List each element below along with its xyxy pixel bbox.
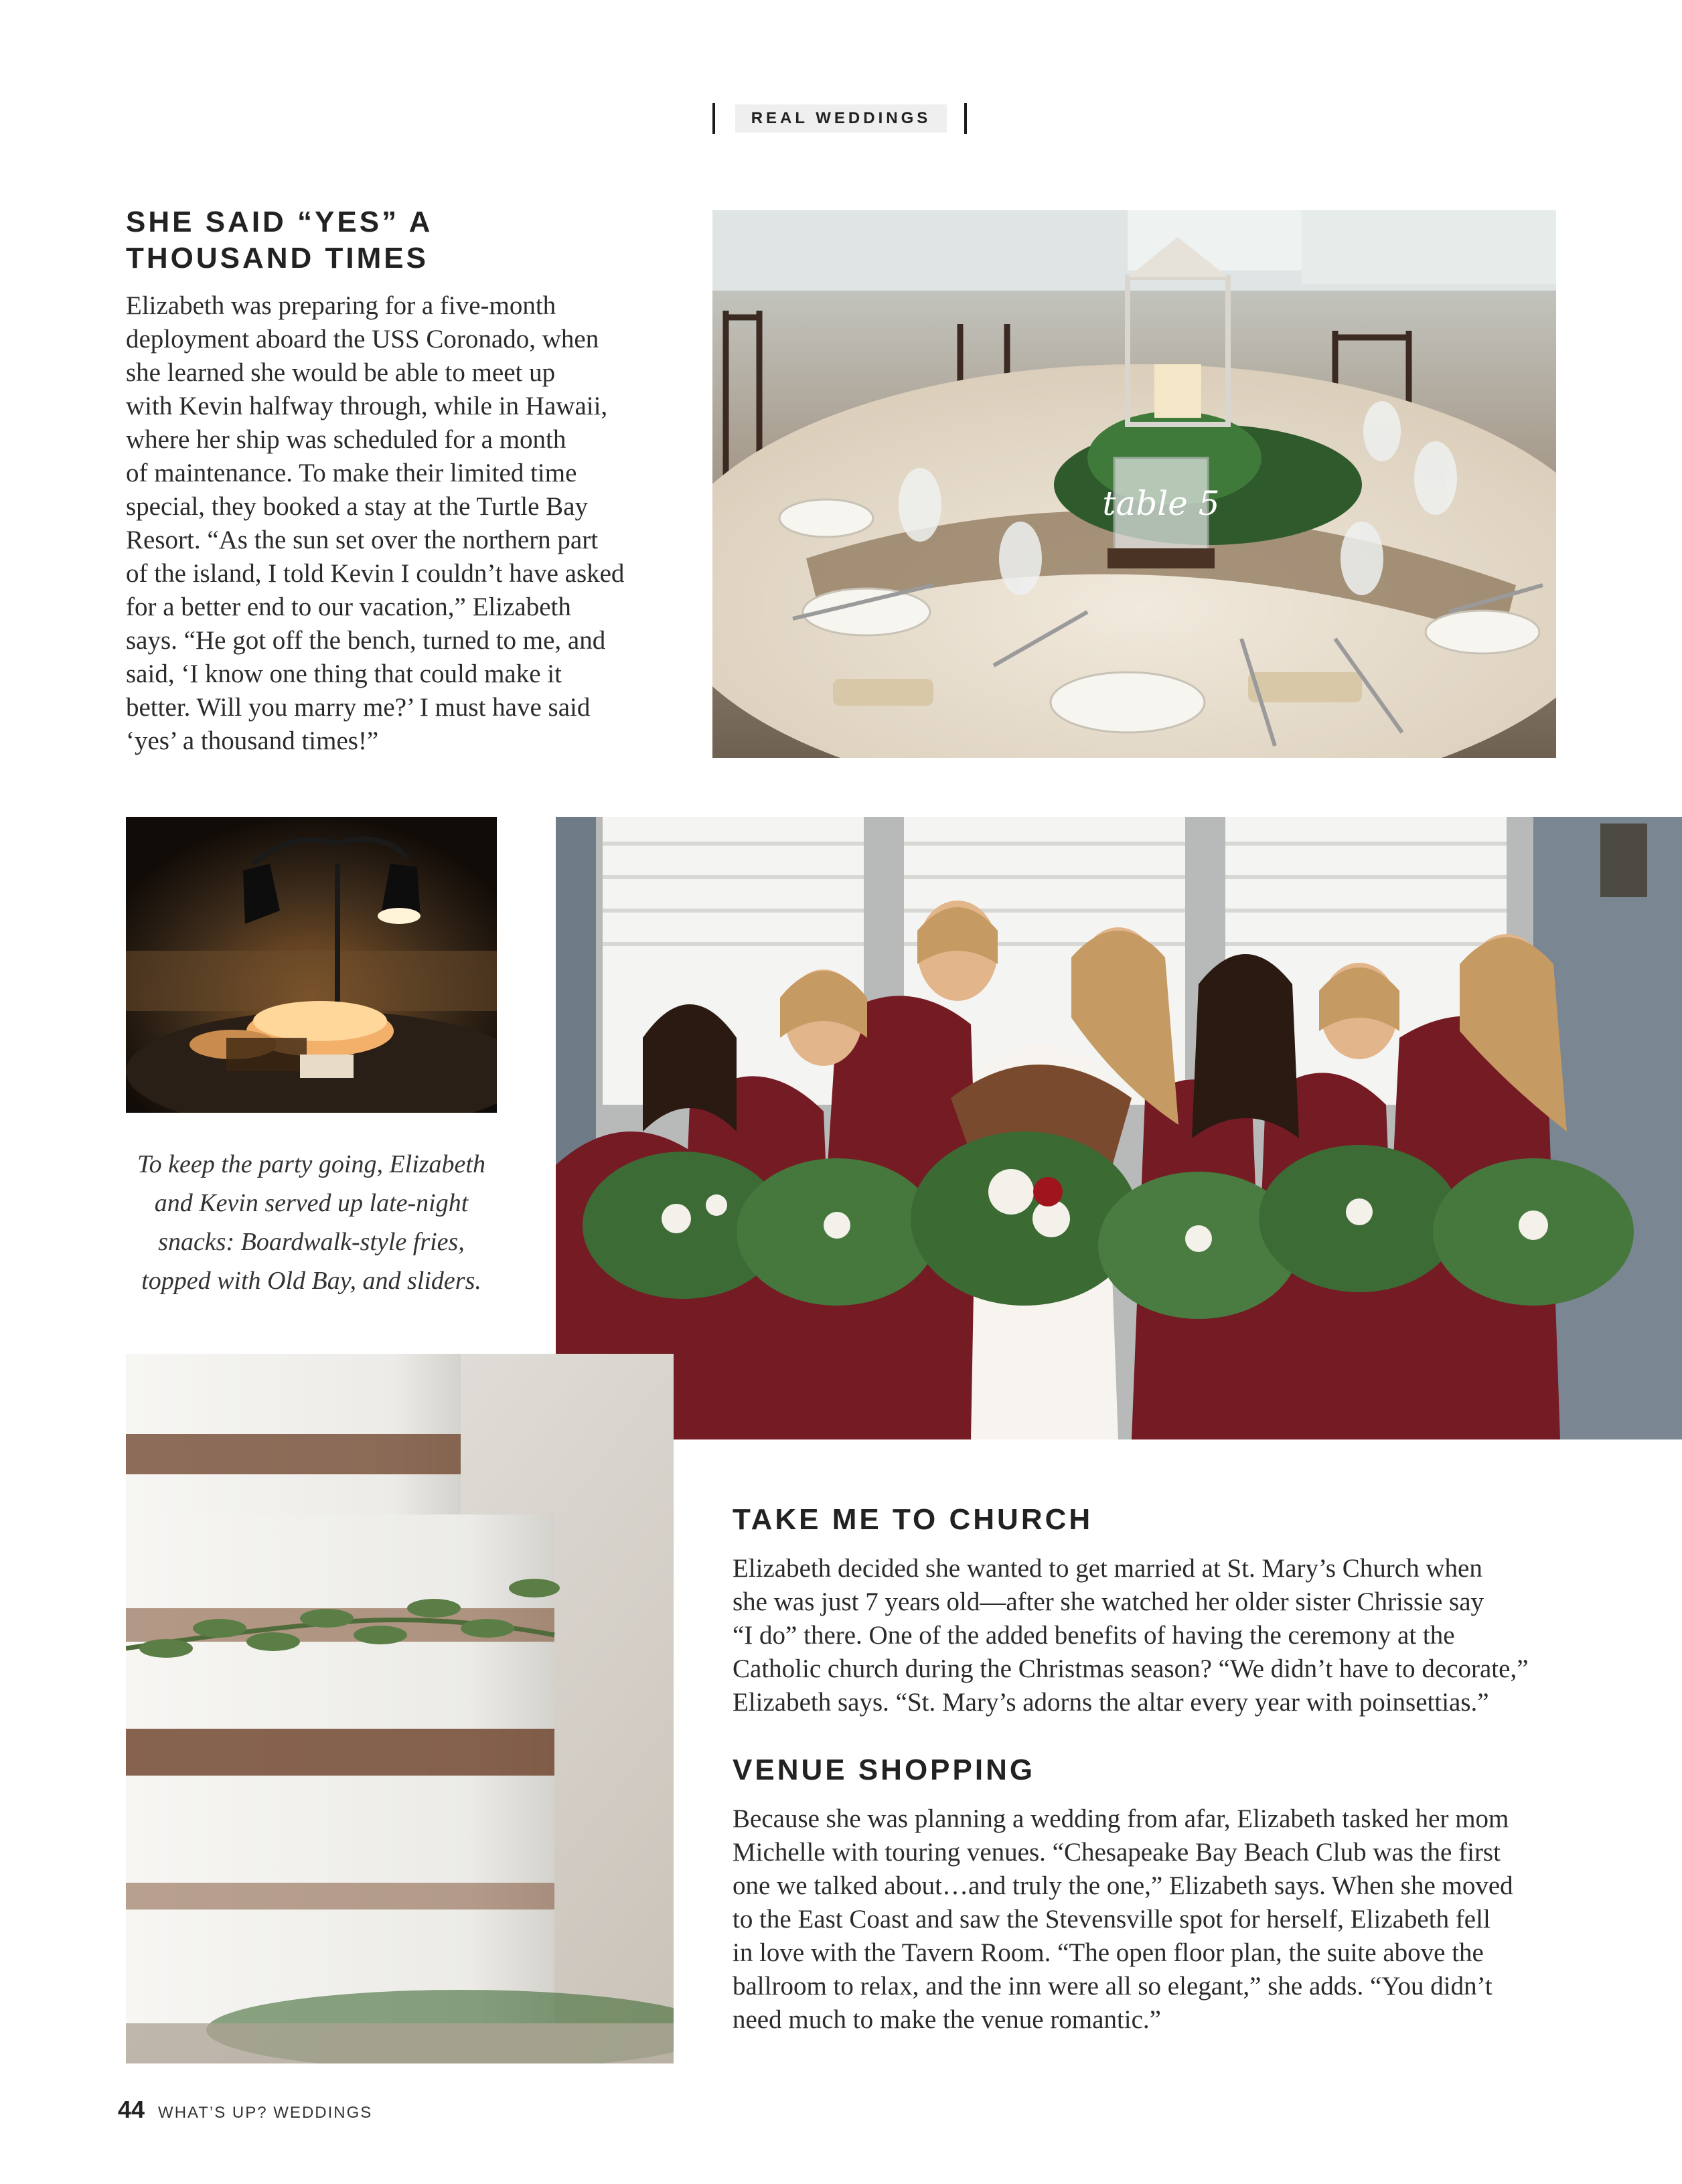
proposal-text-line: where her ship was scheduled for a month	[126, 425, 566, 454]
venue-heading-text: VENUE SHOPPING	[733, 1753, 1036, 1786]
church-text-line: she was just 7 years old—after she watched her older sister Chrissie say	[733, 1587, 1484, 1616]
venue-text-line: ballroom to relax, and the inn were all so elegant,” she adds. “You didn’t	[733, 1972, 1493, 2001]
proposal-text-line: ‘yes’ a thousand times!”	[126, 726, 379, 755]
church-text-line: Catholic church during the Christmas season? “We didn’t have to decorate,”	[733, 1654, 1529, 1683]
page-number: 44	[118, 2096, 145, 2123]
proposal-text-line: of maintenance. To make their limited time	[126, 459, 577, 487]
proposal-heading-text: SHE SAID “YES” A THOUSAND TIMES	[126, 206, 432, 275]
church-text-line: Elizabeth decided she wanted to get married at St. Mary’s Church when	[733, 1554, 1482, 1583]
publication-name: WHAT’S UP? WEDDINGS	[158, 2104, 373, 2122]
venue-text-line: to the East Coast and saw the Stevensville spot for herself, Elizabeth fell	[733, 1905, 1490, 1934]
proposal-text-line: said, ‘I know one thing that could make it	[126, 659, 562, 688]
proposal-heading	[126, 204, 501, 277]
venue-heading	[733, 1752, 1469, 1788]
caption-text-line: topped with Old Bay, and sliders.	[141, 1267, 481, 1295]
venue-text-line: need much to make the venue romantic.”	[733, 2005, 1161, 2034]
table-centerpiece-photo	[712, 210, 1556, 758]
bridal-party-photo	[556, 817, 1682, 1439]
proposal-text-line: better. Will you marry me?’ I must have said	[126, 693, 591, 722]
snacks-caption	[112, 1145, 510, 1300]
header-rule-left	[712, 103, 715, 134]
table-number-sign: table 5	[1102, 484, 1220, 523]
proposal-paragraph	[126, 289, 662, 758]
church-text-line: Elizabeth says. “St. Mary’s adorns the altar every year with poinsettias.”	[733, 1688, 1489, 1717]
venue-text-line: in love with the Tavern Room. “The open floor plan, the suite above the	[733, 1938, 1484, 1967]
church-heading-text: TAKE ME TO CHURCH	[733, 1503, 1093, 1536]
caption-text-line: snacks: Boardwalk-style fries,	[158, 1228, 465, 1256]
caption-text-line: To keep the party going, Elizabeth	[137, 1150, 485, 1178]
caption-text-line: and Kevin served up late-night	[154, 1189, 469, 1217]
venue-text-line: Because she was planning a wedding from afar, Elizabeth tasked her mom	[733, 1804, 1509, 1833]
snacks-caption-text	[112, 1145, 510, 1300]
church-text-line: “I do” there. One of the added benefits of having the ceremony at the	[733, 1621, 1455, 1650]
venue-body	[733, 1802, 1610, 2037]
church-body	[733, 1552, 1603, 1719]
wedding-cake-photo	[126, 1354, 674, 2063]
proposal-text-line: Elizabeth was preparing for a five-month	[126, 291, 556, 320]
section-tag: REAL WEDDINGS	[735, 104, 947, 133]
header-rule-right	[964, 103, 967, 134]
church-heading	[733, 1502, 1469, 1538]
church-paragraph	[733, 1552, 1603, 1719]
proposal-text-line: special, they booked a stay at the Turtle Bay	[126, 492, 588, 521]
proposal-text-line: Resort. “As the sun set over the northern part	[126, 526, 599, 554]
late-night-snacks-photo	[126, 817, 497, 1113]
proposal-body	[126, 289, 662, 758]
proposal-text-line: for a better end to our vacation,” Elizabeth	[126, 593, 571, 621]
page-footer	[118, 2096, 372, 2124]
venue-text-line: one we talked about…and truly the one,” Elizabeth says. When she moved	[733, 1871, 1513, 1900]
proposal-text-line: she learned she would be able to meet up	[126, 358, 556, 387]
proposal-text-line: says. “He got off the bench, turned to me, and	[126, 626, 606, 655]
proposal-text-line: deployment aboard the USS Coronado, when	[126, 325, 599, 354]
venue-text-line: Michelle with touring venues. “Chesapeake Bay Beach Club was the first	[733, 1838, 1501, 1867]
proposal-text-line: with Kevin halfway through, while in Hawaii,	[126, 392, 608, 420]
proposal-text-line: of the island, I told Kevin I couldn’t have asked	[126, 559, 625, 588]
venue-paragraph	[733, 1802, 1610, 2037]
